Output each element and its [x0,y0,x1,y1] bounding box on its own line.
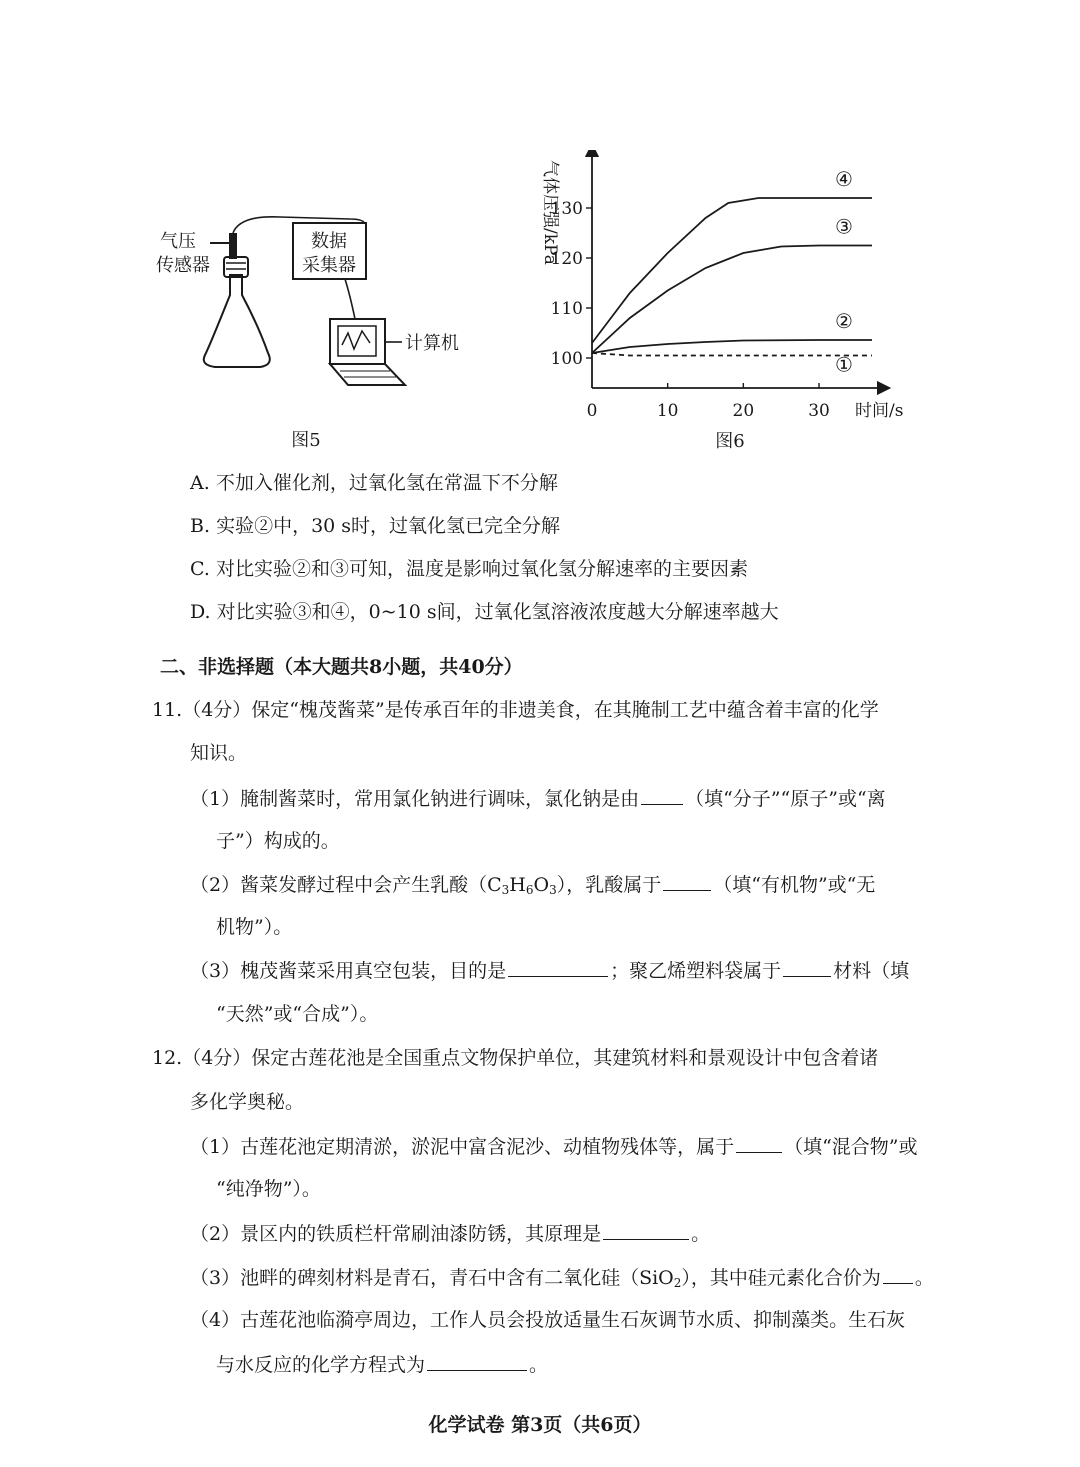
y-axis-label: 气体压强/kPa [540,160,560,265]
option-d [190,600,779,624]
answer-blank[interactable] [736,1134,782,1153]
series-line-4 [592,198,872,343]
q12-part3-text: （3）池畔的碑刻材料是青石，青石中含有二氧化硅（SiO [190,1267,674,1289]
q12-part2-text: （2）景区内的铁质栏杆常刷油漆防锈，其原理是 [190,1223,602,1245]
x-tick-label: 30 [808,401,830,421]
series-label-2: ② [835,309,853,333]
q12-part1 [190,1134,918,1159]
q11-part2-cont: 机物”）。 [216,916,293,938]
series-line-3 [592,246,872,354]
subscript: 3 [501,883,510,897]
answer-blank[interactable] [641,786,683,805]
y-tick-label: 100 [550,349,583,369]
y-tick-label: 130 [550,199,583,219]
q12-stem-line1: 12.（4分）保定古莲花池是全国重点文物保护单位，其建筑材料和景观设计中包含着诸 [152,1047,879,1069]
q11-part3 [190,958,909,983]
figure-6-caption: 图6 [715,431,745,452]
q11-stem-line1: 11.（4分）保定“槐茂酱菜”是传承百年的非遗美食，在其腌制工艺中蕴含着丰富的化学 [152,699,879,721]
answer-blank[interactable] [783,958,831,977]
q11-part1-text: （1）腌制酱菜时，常用氯化钠进行调味，氯化钠是由 [190,788,640,810]
q12-part4-cont [216,1352,548,1377]
option-letter: D. [190,601,211,623]
conical-flask [204,275,270,367]
figure-5-caption: 图5 [291,430,321,451]
series-label-1: ① [835,352,853,377]
q12-part2-text-b: 。 [691,1223,711,1245]
q11-part3-text: （3）槐茂酱菜采用真空包装，目的是 [190,960,507,982]
q11-part2-text: （2）酱菜发酵过程中会产生乳酸（C [190,874,502,896]
x-tick-label: 10 [656,401,679,421]
series-label-4: ④ [835,167,853,191]
x-tick-label: 20 [732,401,755,421]
q12-part1-text-b: （填“混合物”或 [784,1136,918,1158]
x-axis-label: 时间/s [855,401,904,421]
q12-part2 [190,1221,710,1246]
option-text: 对比实验③和④，0~10 s间，过氧化氢溶液浓度越大分解速率越大 [216,601,779,623]
q12-part1-text: （1）古莲花池定期清淤，淤泥中富含泥沙、动植物残体等，属于 [190,1136,735,1158]
q11-part2-text-b: ），乳酸属于 [556,874,662,896]
q11-part2 [190,872,875,902]
answer-blank[interactable] [508,958,608,977]
answer-blank[interactable] [603,1221,689,1240]
collector-label-1: 数据 [311,231,347,252]
answer-blank[interactable] [883,1265,913,1284]
series-line-2 [592,340,872,353]
option-letter: B. [190,515,211,537]
sensor-label-2: 传感器 [156,255,210,276]
q11-part1-text-b: （填“分子”“原子”或“离 [685,788,886,810]
q12-part4-text-c: 。 [529,1354,549,1376]
series-line-1 [592,353,872,356]
page-footer: 化学试卷 第3页（共6页） [428,1414,652,1436]
q12-part4-text-b: 与水反应的化学方程式为 [216,1354,426,1376]
q12-part3-text-c: 。 [914,1267,934,1289]
option-text: 对比实验②和③可知，温度是影响过氧化氢分解速率的主要因素 [215,558,748,580]
collector-label-2: 采集器 [302,255,356,276]
q11-part1 [190,786,886,811]
pressure-sensor [229,233,237,259]
computer-keyboard [330,364,405,385]
answer-blank[interactable] [427,1352,527,1371]
formula-o: O [533,874,550,896]
q12-part1-cont: “纯净物”）。 [216,1178,321,1200]
x-tick-label: 0 [586,401,598,421]
option-text: 不加入催化剂，过氧化氢在常温下不分解 [215,472,558,494]
q12-stem-line2: 多化学奥秘。 [190,1091,305,1113]
option-letter: A. [190,472,210,494]
figure-5 [150,205,480,455]
figure-6-chart [525,150,930,455]
answer-blank[interactable] [663,872,711,891]
subscript: 6 [525,883,534,897]
q11-part3-text-c: 材料（填 [833,960,910,982]
q12-part3-text-b: ），其中硅元素化合价为 [681,1267,881,1289]
computer-label: 计算机 [405,333,459,354]
q12-part3 [190,1265,934,1295]
subscript: 2 [673,1276,682,1290]
option-b [190,514,560,538]
option-a [190,471,558,495]
y-tick-label: 110 [550,299,583,319]
option-text: 实验②中，30 s时，过氧化氢已完全分解 [216,515,561,537]
option-letter: C. [190,558,210,580]
q11-stem-line2: 知识。 [190,742,248,764]
subscript: 3 [549,883,557,897]
q11-part1-cont: 子”）构成的。 [216,830,340,852]
option-c [190,557,748,581]
sensor-label-1: 气压 [160,231,196,252]
section-2-heading: 二、非选择题（本大题共8小题，共40分） [160,656,523,678]
series-label-3: ③ [835,214,853,239]
q11-part3-text-b: ；聚乙烯塑料袋属于 [610,960,782,982]
y-tick-label: 120 [550,249,583,269]
formula-h: H [509,874,526,896]
q12-part4: （4）古莲花池临漪亭周边，工作人员会投放适量生石灰调节水质、抑制藻类。生石灰 [190,1309,906,1331]
q11-part3-cont: “天然”或“合成”）。 [216,1003,379,1025]
q11-part2-text-c: （填“有机物”或“无 [713,874,876,896]
